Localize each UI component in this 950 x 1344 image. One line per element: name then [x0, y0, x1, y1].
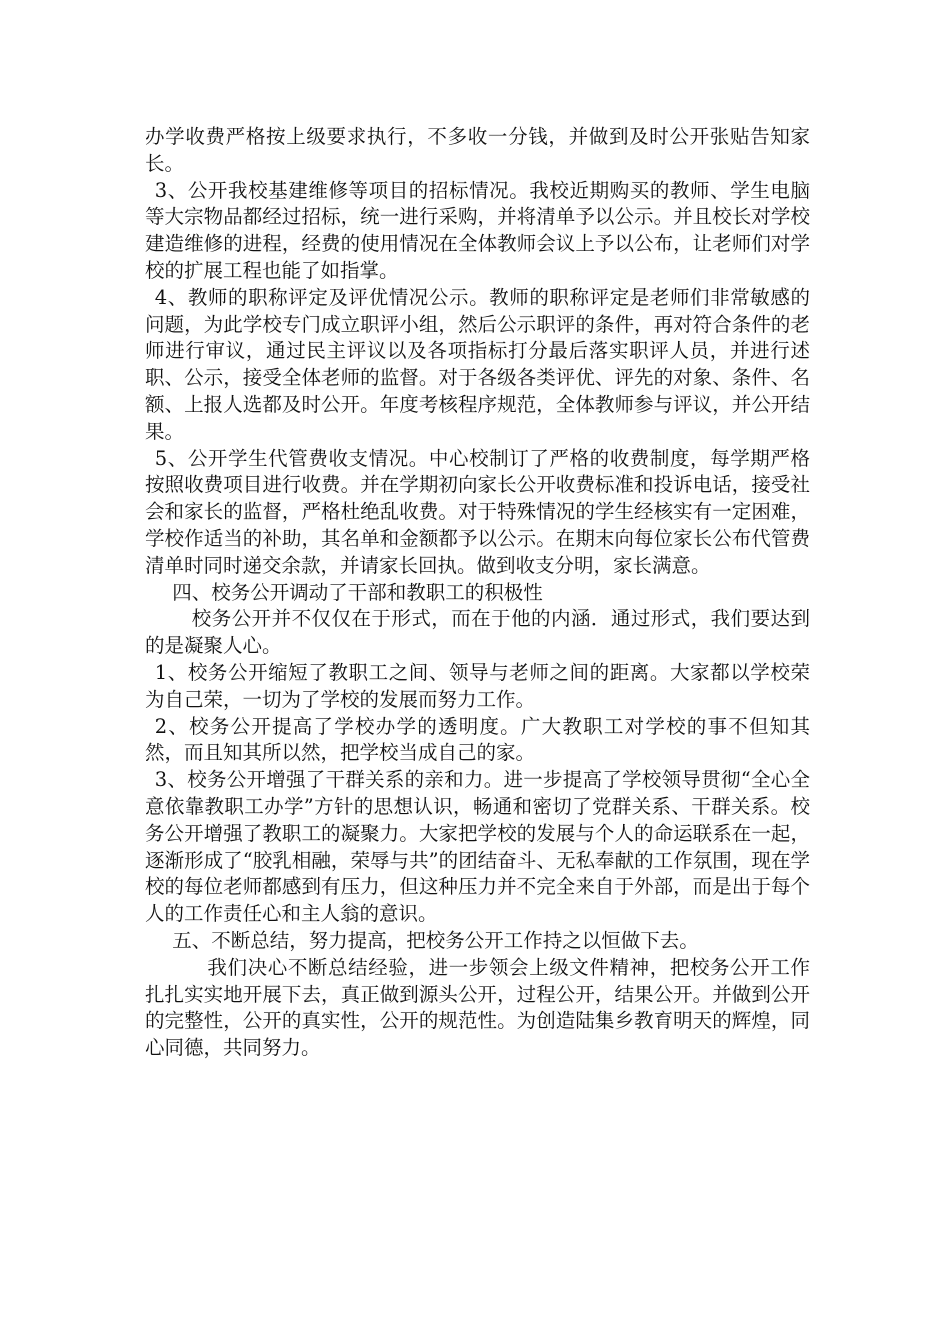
paragraph-fee-continuation: 办学收费严格按上级要求执行，不多收一分钱，并做到及时公开张贴告知家长。 — [145, 125, 810, 175]
document-body — [145, 124, 810, 1062]
paragraph-item-5-fees: 5、公开学生代管费收支情况。中心校制订了严格的收费制度，每学期严格按照收费项目进行收费。并在学期初向家长公开收费标准和投诉电话，接受社会和家长的监督，严格杜绝乱收费。对于特殊情况的学生经核实有一定困难，学校作适当的补助，其名单和金额都予以公示。在期末向每位家长公布代管费清单时同时递交余款，并请家长回执。做到收支分明，家长满意。 — [145, 446, 810, 577]
paragraph-item-3-bidding: 3、公开我校基建维修等项目的招标情况。我校近期购买的教师、学生电脑等大宗物品都经过招标，统一进行采购，并将清单予以公示。并且校长对学校建造维修的进程，经费的使用情况在全体教师会议上予以公布，让老师们对学校的扩展工程也能了如指掌。 — [145, 178, 810, 282]
paragraph-item-2-transparency: 2、校务公开提高了学校办学的透明度。广大教职工对学校的事不但知其然，而且知其所以然，把学校当成自己的家。 — [145, 714, 810, 765]
paragraph-item-1-distance: 1、校务公开缩短了教职工之间、领导与老师之间的距离。大家都以学校荣为自己荣，一切为了学校的发展而努力工作。 — [145, 660, 810, 711]
paragraph-item-4-titles: 4、教师的职称评定及评优情况公示。教师的职称评定是老师们非常敏感的问题，为此学校专门成立职评小组，然后公示职评的条件，再对符合条件的老师进行审议，通过民主评议以及各项指标打分最后落实职评人员，并进行述职、公示，接受全体老师的监督。对于各级各类评优、评先的对象、条件、名额、上报人选都及时公开。年度考核程序规范，全体教师参与评议，并公开结果。 — [145, 285, 810, 443]
paragraph-conclusion: 我们决心不断总结经验，进一步领会上级文件精神，把校务公开工作扎扎实实地开展下去，真正做到源头公开，过程公开，结果公开。并做到公开的完整性，公开的真实性，公开的规范性。为创造陆集乡教育明天的辉煌，同心同德，共同努力。 — [145, 955, 810, 1060]
section-heading-4: 四、校务公开调动了干部和教职工的积极性 — [172, 580, 543, 604]
paragraph-item-3-relations: 3、校务公开增强了干群关系的亲和力。进一步提高了学校领导贯彻“全心全意依靠教职工办学”方针的思想认识，畅通和密切了党群关系、干群关系。校务公开增强了教职工的凝聚力。大家把学校的发展与个人的命运联系在一起，逐渐形成了“胶乳相融，荣辱与共”的团结奋斗、无私奉献的工作氛围，现在学校的每位老师都感到有压力，但这种压力并不完全来自于外部，而是出于每个人的工作责任心和主人翁的意识。 — [145, 768, 810, 926]
paragraph-section-4-intro: 校务公开并不仅仅在于形式，而在于他的内涵．通过形式，我们要达到的是凝聚人心。 — [145, 607, 810, 658]
section-heading-5: 五、不断总结，努力提高，把校务公开工作持之以恒做下去。 — [172, 928, 699, 952]
